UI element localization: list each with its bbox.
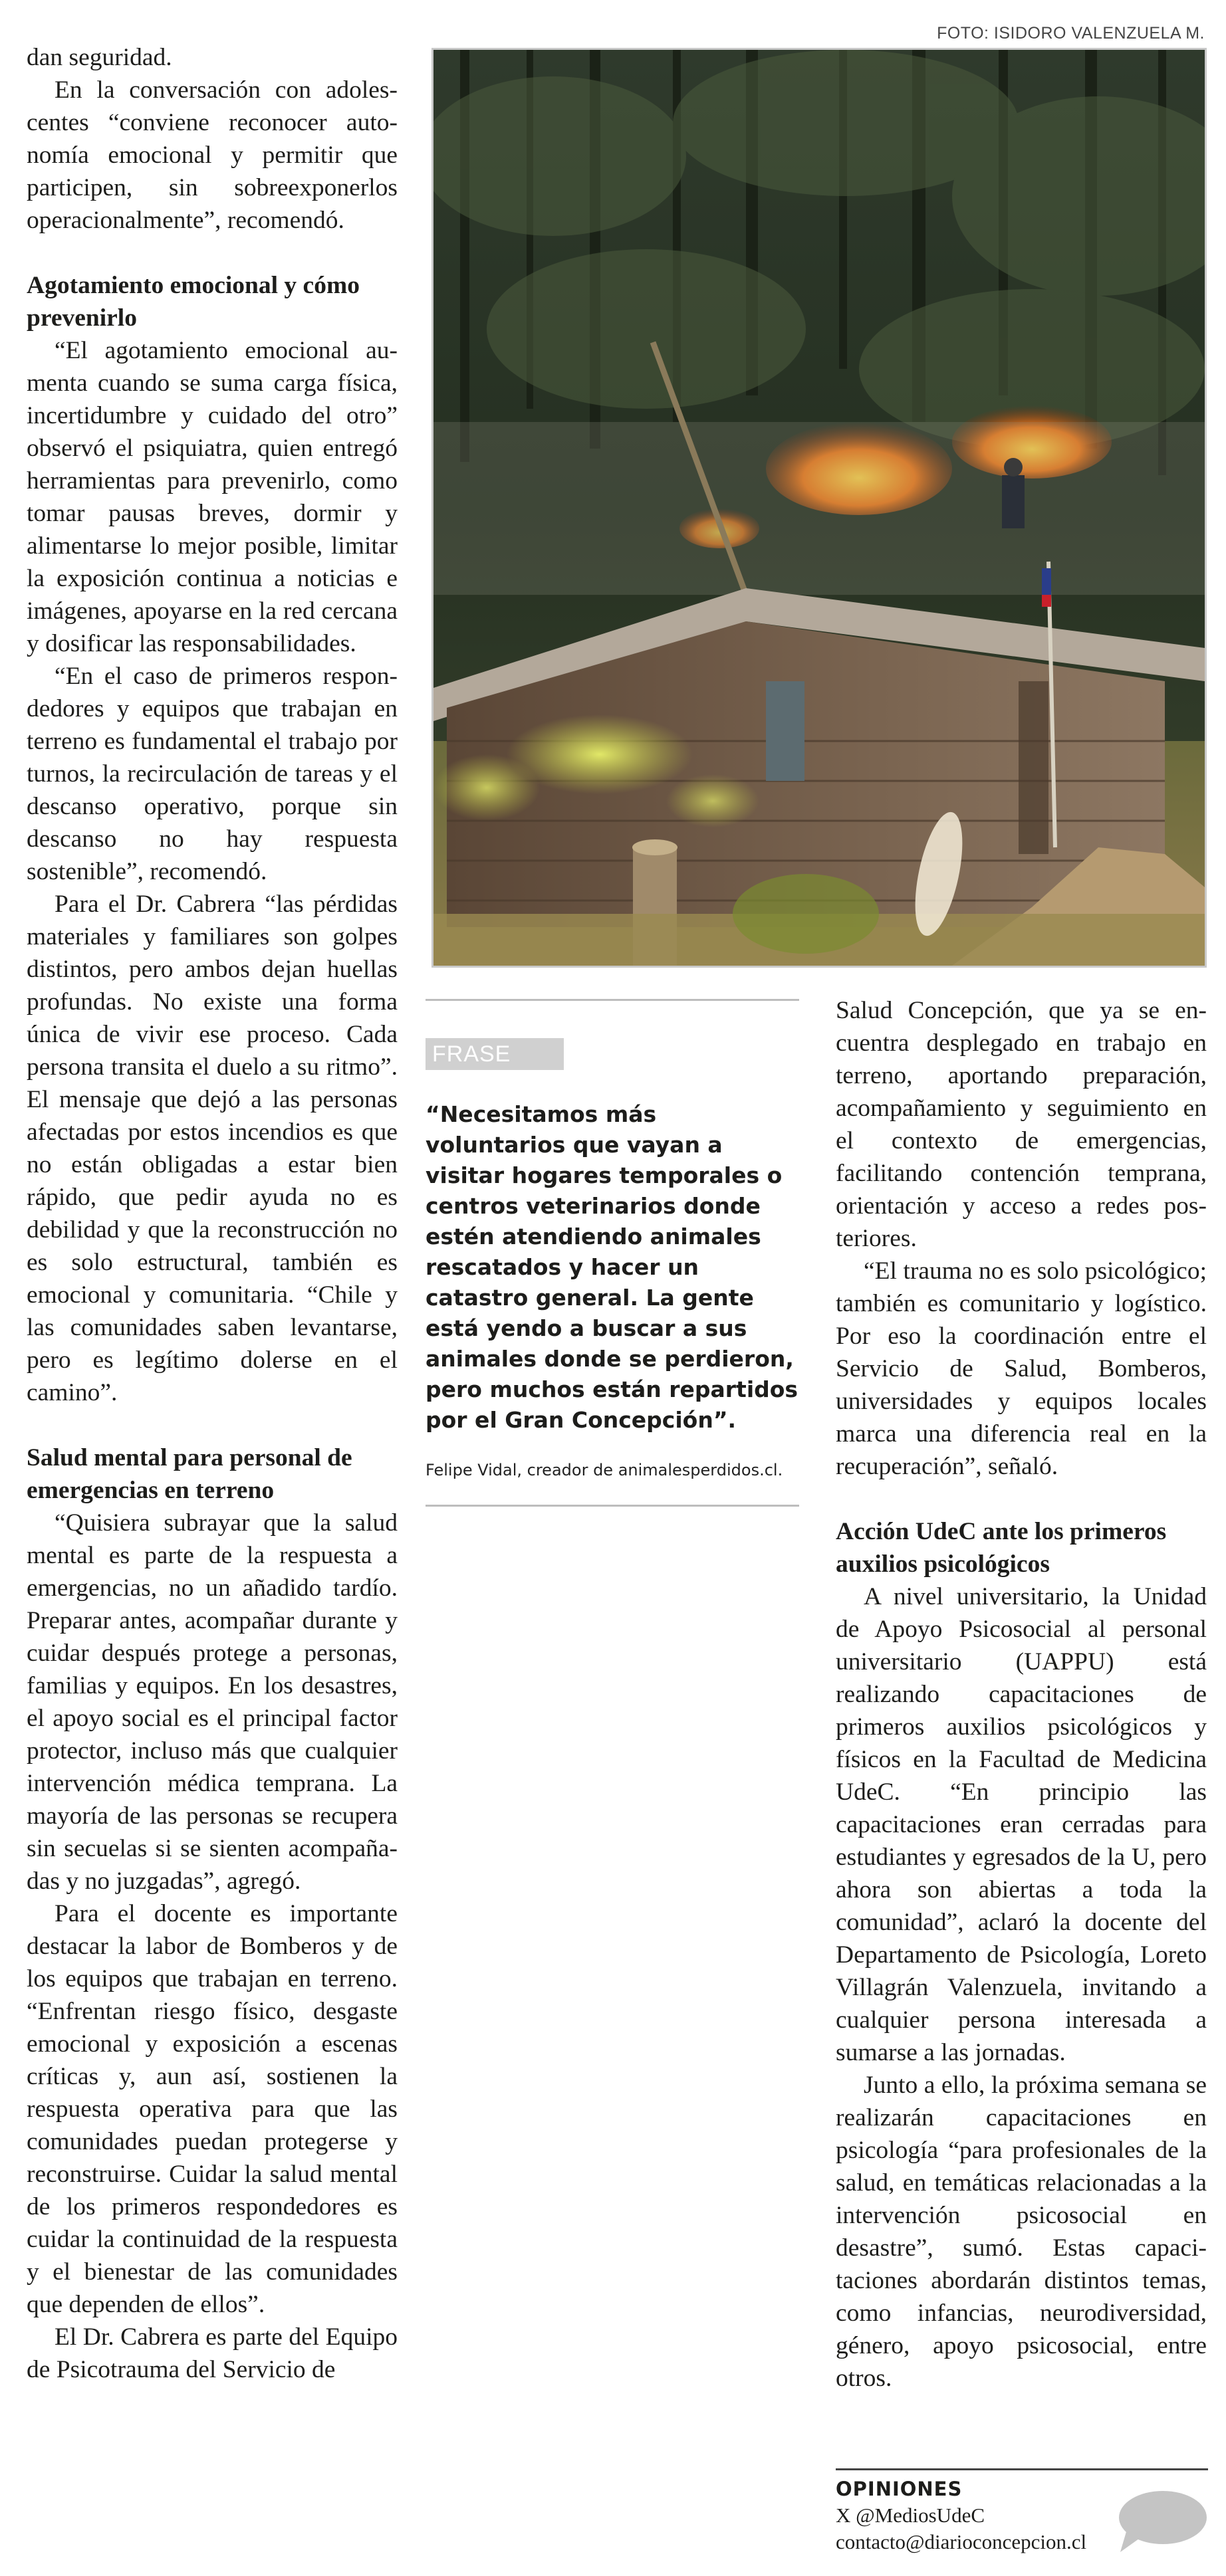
subheading-udec-action: Acción UdeC ante los primeros auxilios psicológicos [836,1518,1167,1578]
photo-illustration [433,50,1205,966]
paragraph: Junto a ello, la próxima semana se realizarán capacitaciones en psicología “para profesionales de la salud, en temáticas relacionadas a la intervención psicosocial en desastre”, sumó. Estas capacitaciones abordarán distintos temas, como infancias, neurodiversidad, género, apoyo psicosocial, entre otros. [836,2072,1207,2392]
paragraph: “Quisiera subrayar que la salud mental es parte de la respuesta a emergencias, no un añadido tardío. Preparar antes, acompañar durante y cuidar después protege a personas, familias y equipos. En los desastres, el apoyo social es el principal factor protector, incluso más que cualquier intervención médica temprana. La mayoría de las personas se recupera sin secuelas si se sienten acompañadas y no juzgadas”, agregó. [27,1509,398,1895]
opinions-box [836,2468,1208,2555]
paragraph: En la conversación con adolescentes “conviene reconocer autonomía emocional y permitir que participen, sin sobreexponerlos operacionalmente”, recomendó. [27,76,398,234]
contact-email[interactable]: contacto@diarioconcepcion.cl [836,2530,1087,2553]
quote-attribution: Felipe Vidal, creador de animalesperdidos.cl. [426,1461,783,1479]
divider [426,1505,799,1507]
photo-credit: FOTO: ISIDORO VALENZUELA M. [937,24,1205,43]
quote-label: FRASE [426,1038,564,1070]
article-right-column [836,994,1207,2395]
paragraph: “El trauma no es solo psicológico; también es comunitario y logístico. Por eso la coordinación entre el Servicio de Salud, Bomberos, universidades y equipos locales marca una diferencia real en la recuperación”, señaló. [836,1257,1207,1480]
paragraph: Salud Concepción, que ya se encuentra desplegado en trabajo en terreno, aportando preparación, acompañamiento y seguimiento en el contexto de emergencias, facilitando contención temprana, orientación y acceso a redes posteriores. [836,997,1207,1252]
paragraph: El Dr. Cabrera es parte del Equipo de Psicotrauma del Servicio de [27,2323,398,2383]
divider [426,999,799,1001]
paragraph: Para el docente es importante destacar la labor de Bomberos y de los equipos que trabajan en terreno. “Enfrentan riesgo físico, desgaste emocional y exposición a escenas críticas y, aun así, sostienen la respuesta operativa para que las comunidades puedan protegerse y reconstruirse. Cuidar la salud mental de los primeros respondedores es cuidar la continuidad de la respuesta y el bienestar de las comunidades que dependen de ellos”. [27,1900,398,2318]
paragraph: “En el caso de primeros respondedores y equipos que trabajan en terreno es fundamental el trabajo por turnos, la recirculación de tareas y el descanso operativo, porque sin descanso no hay respuesta sostenible”, recomendó. [27,663,398,885]
paragraph: “El agotamiento emocional aumenta cuando se suma carga física, incertidumbre y cuidado del otro” observó el psiquiatra, quien entregó herramientas para prevenirlo, como tomar pausas breves, dormir y alimentarse lo mejor posible, limitar la exposición continua a noticias e imágenes, apoyarse en la red cercana y dosificar las responsabilidades. [27,337,398,657]
quote-text: “Necesitamos más voluntarios que vayan a visitar hogares temporales o centros veterinarios donde estén atendiendo animales rescatados y hacer un catastro general. La gente está yendo a buscar a sus animales donde se perdieron, pero muchos están repartidos por el Gran Concepción”. [426,1101,798,1433]
article-left-column [27,41,398,2386]
speech-bubble-icon [1115,2488,1208,2555]
wildfire-cabin-photo [431,48,1207,968]
x-handle[interactable]: X @MediosUdeC [836,2504,985,2527]
paragraph: Para el Dr. Cabrera “las pérdidas materiales y familiares son golpes distintos, pero ambos dejan huellas profundas. No existe una forma única de vivir ese proceso. Cada persona transita el duelo a su ritmo”. El mensaje que dejó a las personas afectadas por estos incendios es que no están obligadas a estar bien rápido, que pedir ayuda no es debilidad y que la reconstrucción no es solo estructural, también es emocional y comunitaria. “Chile y las comunidades saben levantarse, pero es legítimo dolerse en el camino”. [27,891,398,1406]
quote-box [426,999,799,1507]
subheading-emotional-exhaustion: Agotamiento emocional y cómo prevenirlo [27,272,360,332]
opinions-title: OPINIONES [836,2478,963,2500]
divider [836,2468,1208,2470]
subheading-emergency-personnel: Salud mental para personal de emergencias en terreno [27,1444,352,1504]
paragraph: dan seguridad. [27,44,172,71]
paragraph: A nivel universitario, la Unidad de Apoyo Psicosocial al personal universitario (UAPPU) está realizando capacitaciones de primeros auxilios psicológicos y físicos en la Facultad de Medicina UdeC. “En principio las capacitaciones eran cerradas para estudiantes y egresados de la U, pero ahora son abiertas a toda la comunidad”, aclaró la docente del Departamento de Psicología, Loreto Villagrán Valenzuela, invitando a cualquier persona interesada a sumarse a las jornadas. [836,1583,1207,2066]
